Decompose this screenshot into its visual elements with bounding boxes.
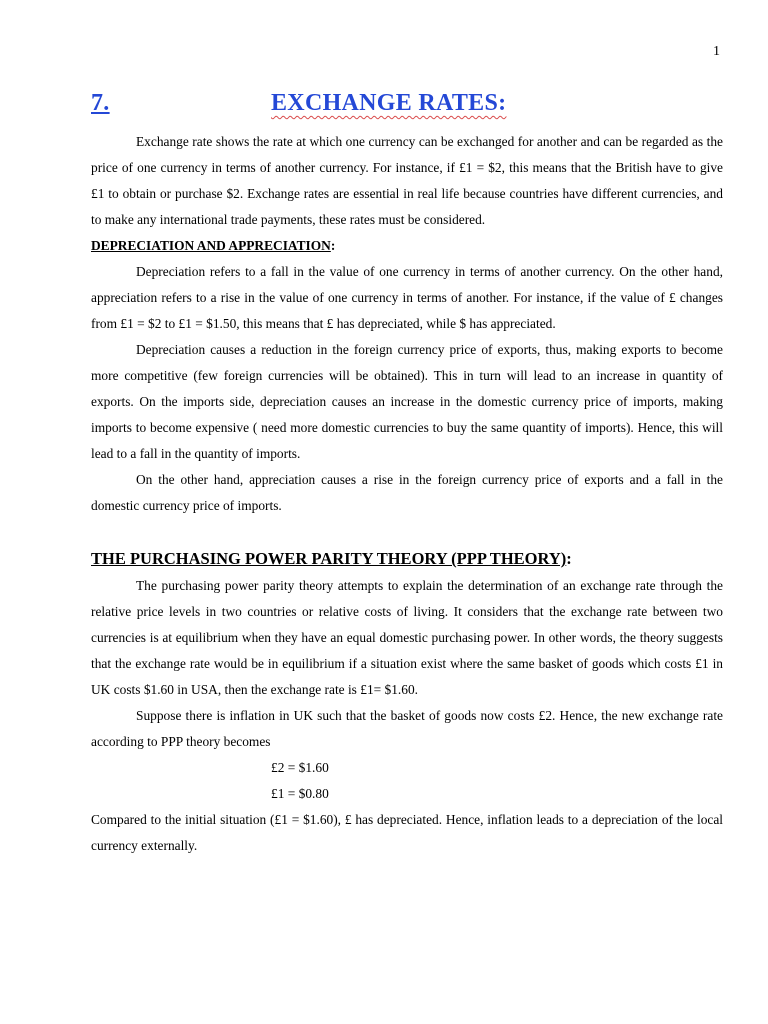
paragraph-ppp-definition: The purchasing power parity theory attempts to explain the determination of an exchange rate through the relative price levels in two countries or relative costs of living. It considers that the exchange rate between two currencies is at equilibrium when they have an equal domestic purchasing power. In other words, the theory suggests that the exchange rate would be in equilibrium if a situation exist where the same basket of goods which costs £1 in UK costs $1.60 in USA, then the exchange rate is £1= $1.60. bbox=[91, 578, 723, 697]
heading-colon: : bbox=[566, 549, 572, 568]
section-heading-text: DEPRECIATION AND APPRECIATION bbox=[91, 238, 331, 253]
chapter-header bbox=[91, 90, 723, 124]
chapter-title: EXCHANGE RATES: bbox=[271, 90, 507, 116]
section-heading-ppp bbox=[91, 545, 723, 573]
chapter-number: 7. bbox=[91, 90, 110, 116]
equation-line: £2 = $1.60 bbox=[271, 760, 329, 775]
heading-colon: : bbox=[330, 238, 336, 253]
section-spacer bbox=[91, 519, 723, 545]
paragraph-depreciation-definition: Depreciation refers to a fall in the value of one currency in terms of another currency. On the other hand, appreciation refers to a rise in the value of one currency in terms of another. For instance, if the value of £ changes from £1 = $2 to £1 = $1.50, this means that £ has depreciated, while $ has appreciated. bbox=[91, 264, 723, 331]
section-heading-text: THE PURCHASING POWER PARITY THEORY (PPP THEORY) bbox=[91, 549, 567, 568]
intro-paragraph: Exchange rate shows the rate at which one currency can be exchanged for another and can be regarded as the price of one currency in terms of another currency. For instance, if £1 = $2, this means that the British have to give £1 to obtain or purchase $2. Exchange rates are essential in real life because countries have different currencies, and to make any international trade payments, these rates must be considered. bbox=[91, 134, 723, 227]
paragraph-appreciation-effects: On the other hand, appreciation causes a rise in the foreign currency price of exports and a fall in the domestic currency price of imports. bbox=[91, 472, 723, 513]
paragraph-ppp-inflation: Suppose there is inflation in UK such that the basket of goods now costs £2. Hence, the new exchange rate according to PPP theory becomes bbox=[91, 708, 723, 749]
document-body bbox=[91, 129, 723, 859]
page-number: 1 bbox=[713, 44, 720, 59]
paragraph-conclusion: Compared to the initial situation (£1 = $1.60), £ has depreciated. Hence, inflation leads to a depreciation of the local currency externally. bbox=[91, 812, 723, 853]
equation-line: £1 = $0.80 bbox=[271, 786, 329, 801]
section-heading-depreciation bbox=[91, 233, 723, 259]
paragraph-depreciation-effects: Depreciation causes a reduction in the foreign currency price of exports, thus, making exports to become more competitive (few foreign currencies will be obtained). This in turn will lead to an increase in quantity of exports. On the imports side, depreciation causes an increase in the domestic currency price of imports, making imports to become expensive ( need more domestic currencies to buy the same quantity of imports). Hence, this will lead to a fall in the quantity of imports. bbox=[91, 342, 723, 461]
